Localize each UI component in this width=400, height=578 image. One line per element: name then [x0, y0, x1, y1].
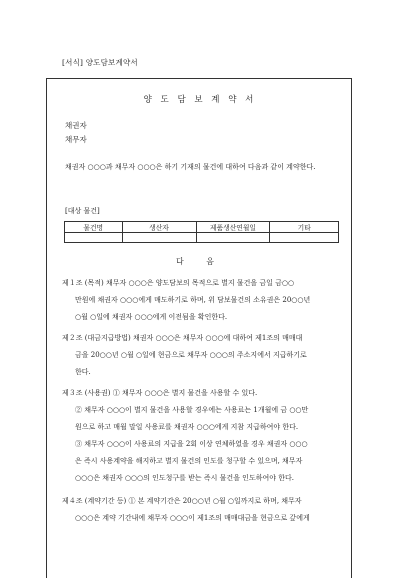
article-line: 금을 20○○년 ○월 ○일에 현금으로 채무자 ○○○의 주소지에서 지급하기로 [75, 351, 307, 359]
article-line: 제３조 (사용권) ① 채무자 ○○○은 별지 물건을 사용할 수 있다. [62, 389, 258, 397]
article-line: ○○○은 계약 기간내에 채무자 ○○○이 제1조의 매매대금을 현금으로 갚에게 [75, 514, 310, 522]
article-line: 한다. [75, 368, 91, 376]
target-items-label: [대상 물건] [65, 207, 100, 215]
article-line: ③ 채무자 ○○○이 사용료의 지급을 2회 이상 연체하였을 경우 채권자 ○○○ [75, 440, 308, 448]
article-1 [62, 275, 342, 326]
terms-heading: 다 음 [176, 257, 224, 266]
intro-paragraph: 채권자 ○○○과 채무자 ○○○은 하기 기재의 물건에 대하여 다음과 같이 계약한다. [65, 163, 316, 171]
article-line: 제４조 (계약기간 등) ① 본 계약기간은 20○○년 ○월 ○일까지로 하며, 채무자 [62, 497, 302, 505]
article-2 [62, 330, 342, 381]
header-item-name: 물건명 [65, 222, 123, 233]
article-line: 제２조 (대금지급방법) 채권자 ○○○은 채무자 ○○○에 대하여 제1조의 매매대 [62, 334, 303, 342]
header-production-date: 제품생산연월일 [196, 222, 270, 233]
document-title: 양 도 담 보 계 약 서 [143, 95, 257, 105]
article-line: ○○○은 채권자 ○○○의 인도청구를 받는 즉시 물건을 인도하여야 한다. [75, 474, 294, 482]
article-4 [62, 493, 342, 527]
article-line: 원으로 하고 매월 말일 사용료를 채권자 ○○○에게 지참 지급하여야 한다. [75, 423, 299, 431]
table-cell [196, 233, 270, 243]
article-line: 만원에 채권자 ○○○에게 매도하기로 하며, 위 담보물건의 소유권은 20○○년 [75, 296, 311, 304]
article-line: 은 즉시 사용계약을 해지하고 별지 물건의 인도를 청구할 수 있으며, 채무자 [75, 457, 303, 465]
creditor-label: 채권자 [65, 121, 87, 130]
header-producer: 생산자 [122, 222, 196, 233]
table-cell [65, 233, 123, 243]
table-cell [122, 233, 196, 243]
table-row [65, 233, 339, 243]
table-cell [270, 233, 339, 243]
debtor-label: 채무자 [65, 135, 87, 144]
table-header-row [65, 222, 339, 233]
article-line: ② 채무자 ○○○이 별지 물건을 사용할 경우에는 사용료는 1개월에 금 ○○만 [75, 406, 309, 414]
article-line: ○월 ○일에 채권자 ○○○에게 이전됨을 확인한다. [75, 313, 228, 321]
article-line: 제１조 (목적) 채무자 ○○○은 양도담보의 목적으로 별지 물건을 금일 금○○ [62, 279, 295, 287]
article-3 [62, 385, 342, 487]
form-label: [서식] 양도담보계약서 [62, 58, 138, 67]
header-other: 기타 [270, 222, 339, 233]
target-items-table [64, 221, 339, 243]
